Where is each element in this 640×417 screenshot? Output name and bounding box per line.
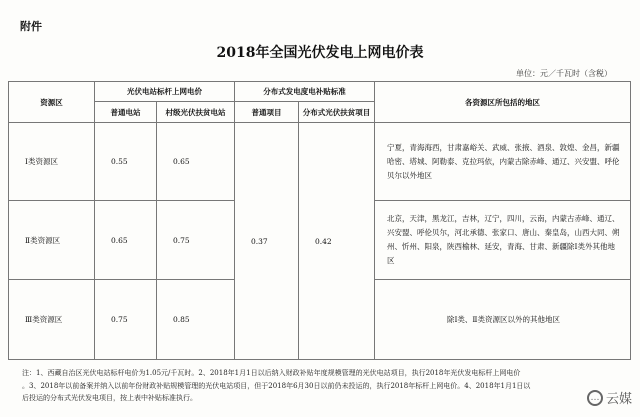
header-regular-project: 普通项目 [235,102,299,123]
header-village-poverty-station: 村级光伏扶贫电站 [157,102,235,123]
resource-area-cell: Ⅰ类资源区 [9,123,95,201]
regular-station-price: 0.65 [95,201,157,280]
regular-station-price: 0.75 [95,280,157,360]
regions-cell: 北京，天津，黑龙江，吉林，辽宁，四川，云南，内蒙古赤峰、通辽、兴安盟、呼伦贝尔，河北承德、张家口、唐山、秦皇岛，山西大同、朔州、忻州、阳泉，陕西榆林、延安，青海、甘肃、新疆除Ⅰ类外其他地区 [375,201,631,280]
attachment-label: 附件 [20,20,42,33]
regions-cell: 宁夏，青海海西，甘肃嘉峪关、武威、张掖、酒泉、敦煌、金昌，新疆哈密、塔城、阿勒泰、克拉玛依，内蒙古除赤峰、通辽、兴安盟、呼伦贝尔以外地区 [375,123,631,201]
header-benchmark-price: 光伏电站标杆上网电价 [95,82,235,102]
resource-area-cell: Ⅱ类资源区 [9,201,95,280]
header-distributed-poverty-project: 分布式光伏扶贫项目 [299,102,375,123]
page-title: 2018年全国光伏发电上网电价表 [216,45,424,61]
watermark-text: 云媒 [605,392,632,407]
regular-station-price: 0.55 [95,123,157,201]
price-table [8,81,631,360]
header-regions: 各资源区所包括的地区 [375,82,631,123]
regular-project-subsidy: 0.37 [235,123,299,360]
chat-bubble-icon: … [587,390,603,406]
footnote-line: 注：1、西藏自治区光伏电站标杆电价为1.05元/千瓦时。2、2018年1月1日以后纳入财政补贴年度规模管理的光伏电站项目，执行2018年光伏发电标杆上网电价 [22,369,521,377]
watermark [587,388,632,407]
footnote-line: 后投运的分布式光伏发电项目，按上表中补贴标准执行。 [22,394,197,402]
footnotes [22,367,597,405]
poverty-project-subsidy: 0.42 [299,123,375,360]
unit-label: 单位：元／千瓦时（含税） [516,69,612,78]
regions-cell: 除Ⅰ类、Ⅱ类资源区以外的其他地区 [375,280,631,360]
header-regular-station: 普通电站 [95,102,157,123]
table-row [9,123,631,201]
header-distributed-subsidy: 分布式发电度电补贴标准 [235,82,375,102]
resource-area-cell: Ⅲ类资源区 [9,280,95,360]
village-station-price: 0.65 [157,123,235,201]
village-station-price: 0.85 [157,280,235,360]
footnote-line: 。3、2018年以前备案并纳入以前年份财政补贴规模管理的光伏电站项目，但于2018年6月30日以前仍未投运的，执行2018年标杆上网电价。4、2018年1月1日以 [22,381,531,390]
header-resource-area: 资源区 [9,82,95,123]
village-station-price: 0.75 [157,201,235,280]
